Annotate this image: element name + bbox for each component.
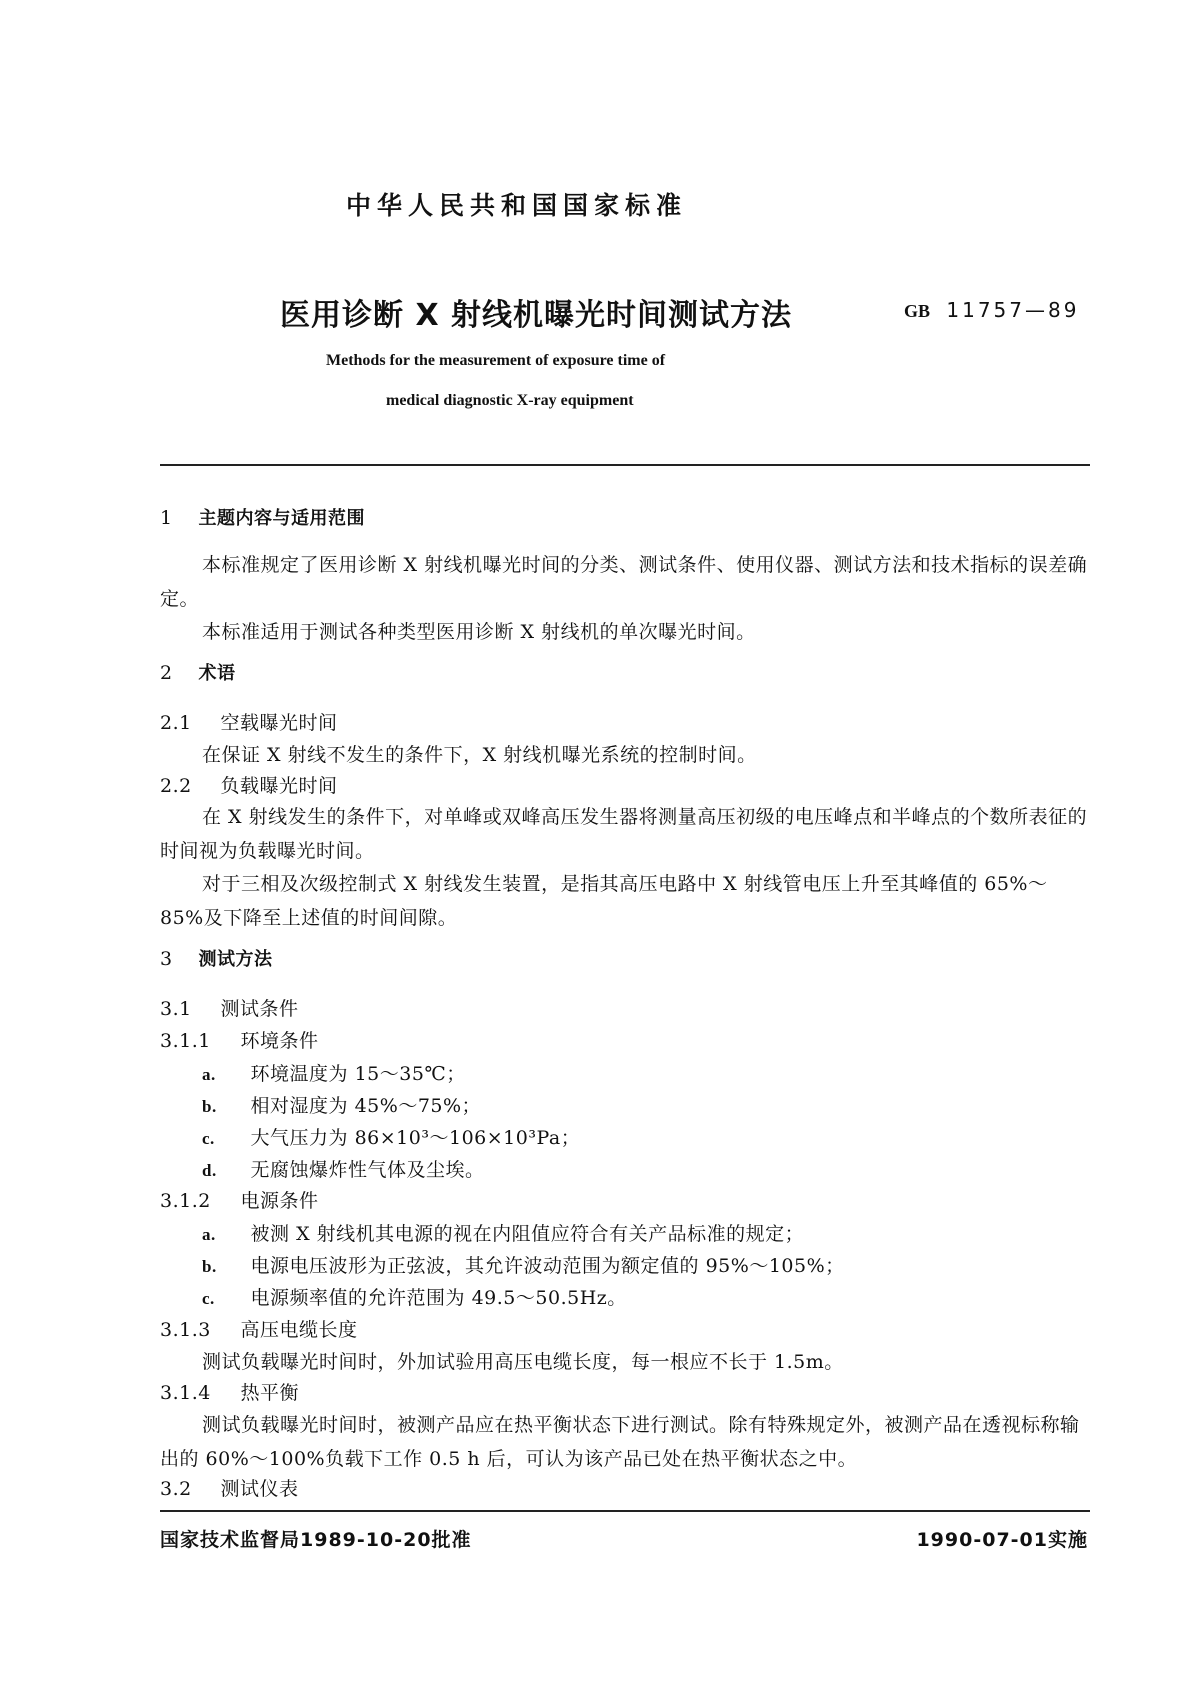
list-item xyxy=(202,1129,580,1148)
list-marker: c. xyxy=(202,1289,215,1308)
standard-number xyxy=(904,298,1079,322)
list-text: 无腐蚀爆炸性气体及尘埃。 xyxy=(250,1159,485,1181)
clause-3-1-2-heading xyxy=(160,1192,319,1211)
list-marker: d. xyxy=(202,1161,217,1180)
section-1-paragraph-1: 本标准规定了医用诊断 X 射线机曝光时间的分类、测试条件、使用仪器、测试方法和技术指标的误差确定。 xyxy=(160,554,1088,610)
section-1-paragraph-2: 本标准适用于测试各种类型医用诊断 X 射线机的单次曝光时间。 xyxy=(202,621,756,643)
clause-title: 测试条件 xyxy=(220,998,299,1020)
list-item xyxy=(202,1257,845,1276)
section-1-heading xyxy=(160,509,365,528)
list-marker: a. xyxy=(202,1225,216,1244)
list-text: 相对湿度为 45%～75%； xyxy=(250,1095,482,1117)
list-text: 大气压力为 86×10³～106×10³Pa； xyxy=(250,1127,581,1149)
standard-prefix: GB xyxy=(904,301,931,321)
section-2-heading xyxy=(160,664,236,683)
clause-number: 2.2 xyxy=(160,775,192,797)
clause-title: 测试仪表 xyxy=(220,1478,299,1500)
section-number: 1 xyxy=(160,507,173,529)
section-number: 2 xyxy=(160,662,173,684)
clause-3-1-3-text: 测试负载曝光时间时，外加试验用高压电缆长度，每一根应不长于 1.5m。 xyxy=(202,1351,844,1373)
section-title: 主题内容与适用范围 xyxy=(198,508,366,529)
clause-3-1-4-paragraph: 测试负载曝光时间时，被测产品应在热平衡状态下进行测试。除有特殊规定外，被测产品在透视标称输出的 60%～100%负载下工作 0.5 h 后，可认为该产品已处在热平衡状态之中。 xyxy=(160,1414,1080,1470)
section-title: 术语 xyxy=(198,663,236,684)
section-title: 测试方法 xyxy=(198,949,273,970)
clause-title: 空载曝光时间 xyxy=(220,712,338,734)
list-marker: c. xyxy=(202,1129,215,1148)
list-text: 被测 X 射线机其电源的视在内阻值应符合有关产品标准的规定； xyxy=(250,1223,805,1245)
footer-rule xyxy=(160,1510,1090,1512)
clause-number: 3.1.3 xyxy=(160,1319,211,1341)
approval-info: 国家技术监督局1989-10-20批准 xyxy=(160,1529,472,1551)
clause-2-1-heading xyxy=(160,714,338,733)
clause-number: 3.2 xyxy=(160,1478,192,1500)
list-item xyxy=(202,1161,485,1180)
list-item xyxy=(202,1065,466,1084)
standard-code: 11757—89 xyxy=(946,298,1080,322)
section-3-heading xyxy=(160,950,273,969)
section-number: 3 xyxy=(160,948,173,970)
list-marker: b. xyxy=(202,1257,217,1276)
clause-3-1-3-heading xyxy=(160,1321,358,1340)
clause-number: 2.1 xyxy=(160,712,192,734)
clause-title: 高压电缆长度 xyxy=(240,1319,358,1341)
list-marker: a. xyxy=(202,1065,216,1084)
clause-number: 3.1.4 xyxy=(160,1382,211,1404)
list-text: 环境温度为 15～35℃； xyxy=(250,1063,466,1085)
document-title: 医用诊断 X 射线机曝光时间测试方法 xyxy=(280,298,793,333)
clause-3-2-heading xyxy=(160,1480,299,1499)
clause-number: 3.1.1 xyxy=(160,1030,211,1052)
clause-title: 电源条件 xyxy=(240,1190,319,1212)
implementation-date: 1990-07-01实施 xyxy=(916,1529,1088,1551)
clause-2-2-paragraph-1: 在 X 射线发生的条件下，对单峰或双峰高压发生器将测量高压初级的电压峰点和半峰点的个数所表征的时间视为负载曝光时间。 xyxy=(160,806,1088,862)
list-text: 电源频率值的允许范围为 49.5～50.5Hz。 xyxy=(250,1287,627,1309)
clause-2-2-heading xyxy=(160,777,338,796)
english-title-line2: medical diagnostic X-ray equipment xyxy=(386,392,634,409)
list-marker: b. xyxy=(202,1097,217,1116)
clause-title: 环境条件 xyxy=(240,1030,319,1052)
clause-3-1-4-heading xyxy=(160,1384,299,1403)
clause-3-1-heading xyxy=(160,1000,299,1019)
clause-number: 3.1 xyxy=(160,998,192,1020)
english-title-line1: Methods for the measurement of exposure time of xyxy=(326,352,666,369)
clause-number: 3.1.2 xyxy=(160,1190,211,1212)
national-standard-heading: 中华人民共和国国家标准 xyxy=(346,191,688,220)
clause-2-1-text: 在保证 X 射线不发生的条件下，X 射线机曝光系统的控制时间。 xyxy=(202,744,757,766)
clause-2-2-paragraph-2: 对于三相及次级控制式 X 射线发生装置，是指其高压电路中 X 射线管电压上升至其峰值的 65%～85%及下降至上述值的时间间隙。 xyxy=(160,873,1048,929)
list-item xyxy=(202,1097,481,1116)
header-rule xyxy=(160,464,1090,466)
list-item xyxy=(202,1225,804,1244)
list-text: 电源电压波形为正弦波，其允许波动范围为额定值的 95%～105%； xyxy=(250,1255,845,1277)
list-item xyxy=(202,1289,627,1308)
clause-title: 热平衡 xyxy=(240,1382,300,1404)
clause-title: 负载曝光时间 xyxy=(220,775,338,797)
clause-3-1-1-heading xyxy=(160,1032,319,1051)
